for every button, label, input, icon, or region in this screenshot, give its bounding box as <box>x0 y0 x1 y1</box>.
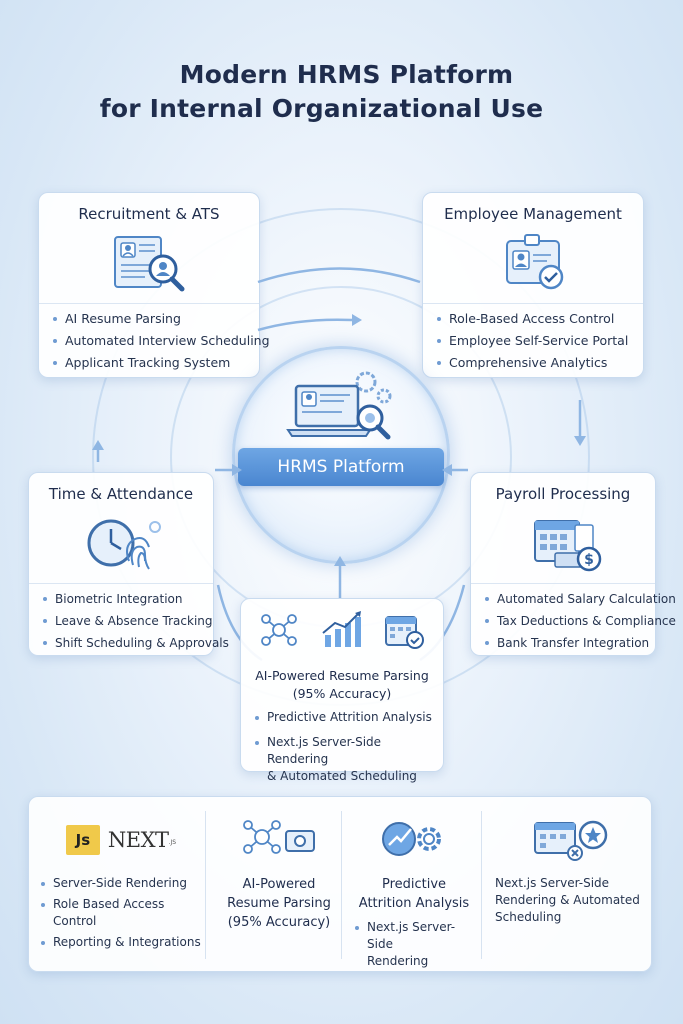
growth-gear-icon <box>349 815 479 863</box>
tech-stack-column <box>41 809 201 961</box>
time-card-title: Time & Attendance <box>48 485 194 503</box>
tech-logos <box>41 823 201 857</box>
list-item: Tax Deductions & Compliance <box>485 610 645 632</box>
attrition-heading <box>349 875 479 913</box>
attrition-column <box>349 809 479 968</box>
title-line-1: Modern HRMS Platform <box>179 60 514 89</box>
column-divider <box>205 811 206 959</box>
list-item: Next.js Server-Side Rendering <box>255 734 433 768</box>
heading-line: (95% Accuracy) <box>227 915 331 930</box>
list-item: & Automated Scheduling <box>267 769 417 783</box>
calendar-badge-icon <box>489 815 645 863</box>
tech-feature-list <box>41 875 201 951</box>
ai-parsing-column <box>209 809 349 961</box>
payroll-card-title: Payroll Processing <box>495 485 631 503</box>
ai-parsing-heading <box>209 875 349 932</box>
network-icon <box>258 611 300 649</box>
column-divider <box>481 811 482 959</box>
time-attendance-card <box>28 472 229 656</box>
employee-card-title: Employee Management <box>444 205 622 223</box>
ai-features-card <box>240 598 444 783</box>
neural-camera-icon <box>209 815 349 863</box>
bar-chart-icon <box>319 611 363 649</box>
heading-line: Attrition Analysis <box>358 896 470 911</box>
list-item: Rendering <box>367 954 429 968</box>
calendar-money-icon <box>471 511 655 577</box>
calendar-check-icon <box>382 611 426 649</box>
list-item: Control <box>53 914 97 928</box>
list-item: Employee Self-Service Portal <box>437 330 633 352</box>
javascript-logo: Js <box>66 825 100 855</box>
list-item: Next.js Server-Side <box>355 919 479 953</box>
list-item: AI Resume Parsing <box>53 308 249 330</box>
ai-icons-row <box>241 611 443 651</box>
list-item: Automated Salary Calculation <box>485 588 645 610</box>
heading-line: Predictive <box>381 877 447 892</box>
column-divider <box>341 811 342 959</box>
list-item: Server-Side Rendering <box>41 875 201 892</box>
list-item: Role-Based Access Control <box>437 308 633 330</box>
hrms-platform-label: HRMS Platform <box>238 448 444 486</box>
list-item: Bank Transfer Integration <box>485 632 645 654</box>
attrition-feature-list <box>349 919 479 970</box>
svg-text:$: $ <box>584 552 594 568</box>
list-item: Applicant Tracking System <box>53 352 249 374</box>
time-feature-list <box>29 583 229 654</box>
text-line: Next.js Server-Side <box>495 876 610 890</box>
list-item: Comprehensive Analytics <box>437 352 633 374</box>
text-line: Scheduling <box>495 910 562 924</box>
list-item: Role Based Access <box>41 896 201 913</box>
text-line: Rendering & Automated <box>495 893 640 907</box>
ai-feature-list <box>241 709 443 785</box>
heading-line: Resume Parsing <box>227 896 331 911</box>
list-item: Automated Interview Scheduling <box>53 330 249 352</box>
technology-summary-panel <box>28 796 652 972</box>
ai-heading-line-1: AI-Powered Resume Parsing <box>255 668 429 683</box>
ai-heading <box>241 667 443 703</box>
payroll-card <box>470 472 676 656</box>
nextjs-logo: NEXT.JS <box>107 828 177 852</box>
list-item: Biometric Integration <box>43 588 203 610</box>
list-item: Reporting & Integrations <box>41 934 201 951</box>
scheduling-text <box>489 875 645 926</box>
title-line-2: for Internal Organizational Use <box>99 94 544 123</box>
scheduling-column <box>489 809 645 961</box>
clock-fingerprint-icon <box>29 511 213 577</box>
ai-heading-line-2: (95% Accuracy) <box>292 686 392 701</box>
payroll-feature-list <box>471 583 676 654</box>
list-item: Predictive Attrition Analysis <box>255 709 433 726</box>
list-item: Leave & Absence Tracking <box>43 610 203 632</box>
list-item: Shift Scheduling & Approvals <box>43 632 203 654</box>
heading-line: AI-Powered <box>242 877 316 892</box>
recruitment-card-title: Recruitment & ATS <box>78 205 220 223</box>
